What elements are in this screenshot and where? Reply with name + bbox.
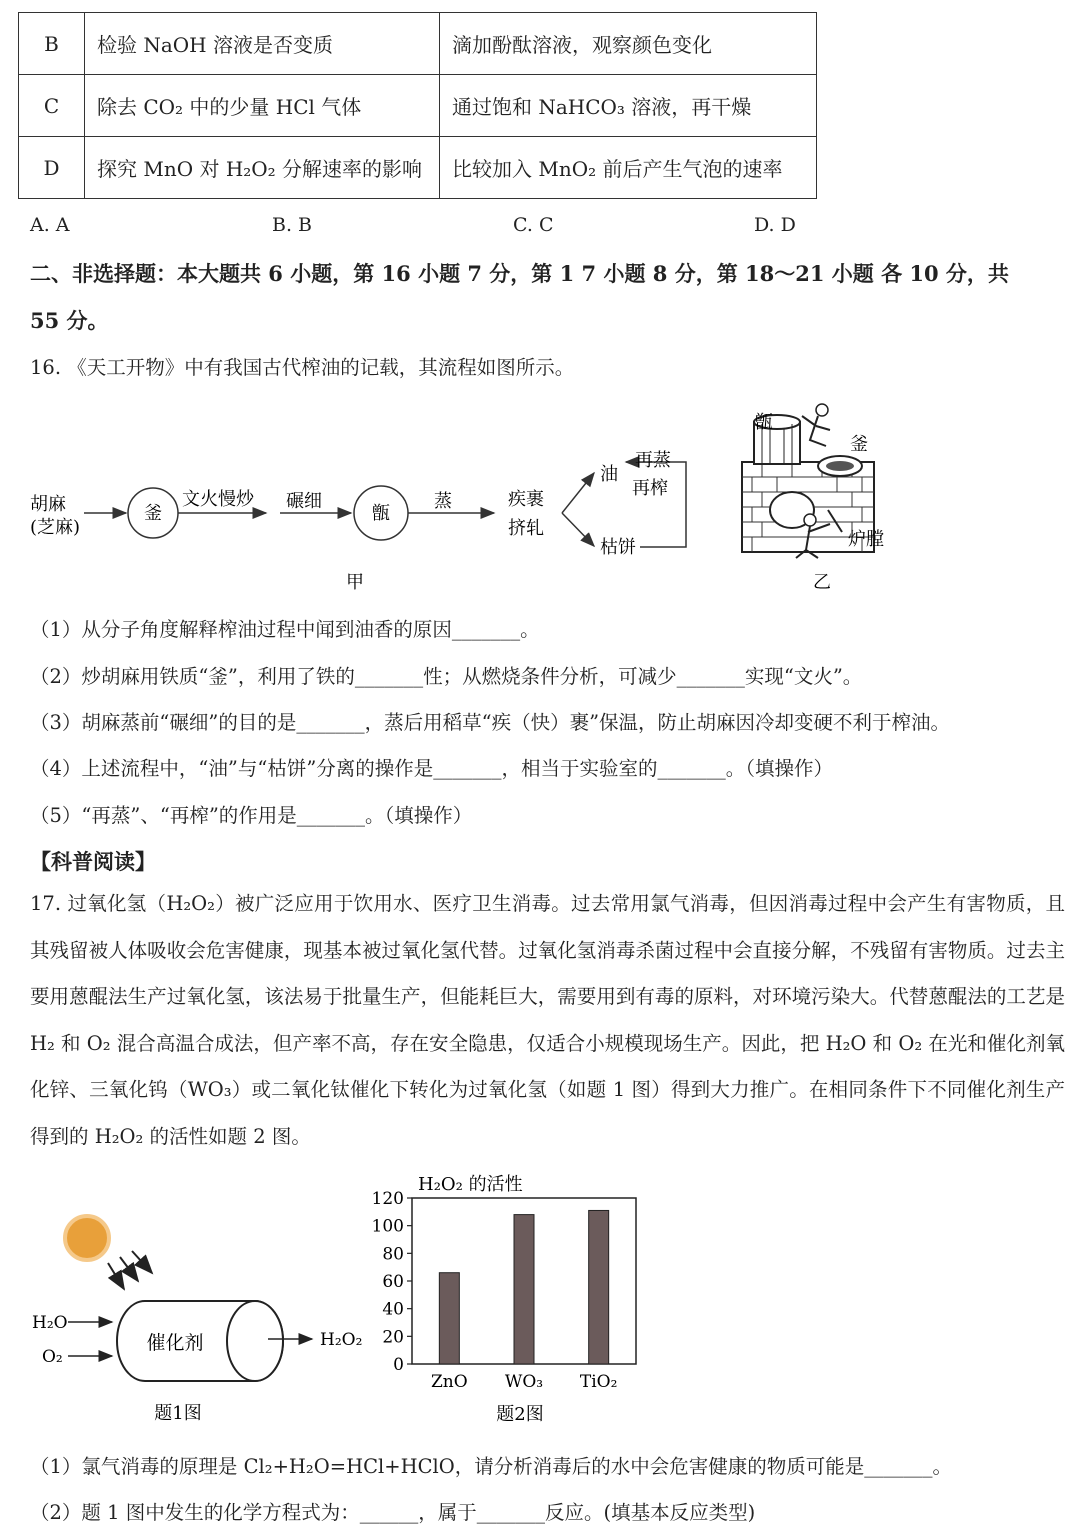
x-tick-label: ZnO <box>430 1372 468 1392</box>
input-o2: O₂ <box>42 1347 63 1367</box>
y-tick-label: 40 <box>382 1299 404 1320</box>
output-h2o2: H₂O₂ <box>320 1330 363 1350</box>
flow-loop-2: 再榨 <box>632 478 668 499</box>
flow-caption: 甲 <box>346 572 364 593</box>
q16-sub5: （5）“再蒸”、“再榨”的作用是_______。（填操作） <box>30 804 473 827</box>
choice-a[interactable]: A. A <box>30 214 70 236</box>
options-table <box>18 12 817 199</box>
row-key: B <box>19 13 85 75</box>
y-tick-label: 80 <box>382 1244 404 1265</box>
flow-out-oil: 油 <box>600 464 618 485</box>
input-h2o: H₂O <box>32 1313 68 1333</box>
bar-2 <box>589 1210 609 1364</box>
q16-sub2: （2）炒胡麻用铁质“釜”，利用了铁的_______性；从燃烧条件分析，可减少_______实现“文火”。 <box>30 665 863 688</box>
y-tick-label: 20 <box>382 1327 404 1348</box>
row-method: 通过饱和 NaHCO₃ 溶液，再干燥 <box>440 75 817 137</box>
flow-step3: 蒸 <box>434 491 452 512</box>
bar-0 <box>439 1273 459 1364</box>
chart-title: H₂O₂ 的活性 <box>418 1174 523 1195</box>
x-tick-label: TiO₂ <box>579 1372 618 1392</box>
row-method: 比较加入 MnO₂ 前后产生气泡的速率 <box>440 137 817 199</box>
y-tick-label: 60 <box>382 1272 404 1292</box>
y-tick-label: 120 <box>371 1189 404 1209</box>
row-aim: 检验 NaOH 溶液是否变质 <box>85 13 440 75</box>
table-row <box>19 75 817 137</box>
choice-d[interactable]: D. D <box>754 214 796 236</box>
flow-step4: 疾裹 <box>508 489 544 510</box>
circle-zeng-label: 甑 <box>372 503 390 524</box>
row-key: C <box>19 75 85 137</box>
fig2-caption: 题2图 <box>496 1404 544 1425</box>
table-row <box>19 13 817 75</box>
q16-sub3: （3）胡麻蒸前“碾细”的目的是_______，蒸后用稻草“疾（快）裹”保温，防止胡麻因冷却变硬不利于榨油。 <box>30 711 951 734</box>
section-heading: 二、非选择题：本大题共 6 小题，第 16 小题 7 分，第 1 7 小题 8 分，第 18～21 小题 各 10 分，共 <box>30 261 1009 286</box>
circle-fu-label: 釜 <box>144 503 162 524</box>
catalyst-reaction-figure <box>0 1205 380 1435</box>
label-lutang: 炉膛 <box>848 529 884 550</box>
row-key: D <box>19 137 85 199</box>
catalyst-label: 催化剂 <box>146 1332 204 1354</box>
flow-start-label: 胡麻 <box>30 494 66 515</box>
section-heading-cont: 55 分。 <box>30 308 109 333</box>
q16-stem: 16. 《天工开物》中有我国古代榨油的记载，其流程如图所示。 <box>30 356 575 379</box>
furnace-illustration <box>730 400 910 600</box>
sun-icon <box>65 1216 109 1260</box>
q16-sub1: （1）从分子角度解释榨油过程中闻到油香的原因_______。 <box>30 618 540 641</box>
q17-sub1: （1）氯气消毒的原理是 Cl₂+H₂O=HCl+HClO，请分析消毒后的水中会危害健康的物质可能是_______。 <box>30 1455 952 1478</box>
y-tick-label: 0 <box>393 1355 404 1375</box>
oil-press-flow-diagram <box>0 390 720 600</box>
flow-step2: 碾细 <box>286 491 322 512</box>
h2o2-activity-chart <box>360 1170 660 1440</box>
row-aim: 探究 MnO 对 H₂O₂ 分解速率的影响 <box>85 137 440 199</box>
label-fu: 釜 <box>850 434 868 455</box>
choice-b[interactable]: B. B <box>272 214 313 236</box>
flow-start-label-2: (芝麻) <box>30 517 81 538</box>
flow-step4-2: 挤轧 <box>508 518 544 539</box>
reading-title: 【科普阅读】 <box>30 849 156 874</box>
flow-step1: 文火慢炒 <box>182 489 254 510</box>
row-method: 滴加酚酞溶液，观察颜色变化 <box>440 13 817 75</box>
label-zeng: 甑 <box>755 412 773 433</box>
row-aim: 除去 CO₂ 中的少量 HCl 气体 <box>85 75 440 137</box>
y-tick-label: 100 <box>371 1216 404 1237</box>
q17-sub2: （2）题 1 图中发生的化学方程式为：______，属于_______反应。(填基本反应类型) <box>30 1501 756 1524</box>
choice-c[interactable]: C. C <box>513 214 554 236</box>
bar-1 <box>514 1215 534 1364</box>
figure-b-caption: 乙 <box>813 572 831 593</box>
flow-out-cake: 枯饼 <box>600 537 636 558</box>
flow-loop-1: 再蒸 <box>635 450 671 471</box>
q17-text: 17. 过氧化氢（H₂O₂）被广泛应用于饮用水、医疗卫生消毒。过去常用氯气消毒，但因消毒过程中会产生有害物质，且其残留被人体吸收会危害健康，现基本被过氧化氢代替。过氧化氢消毒杀菌过程中会直接分解，不残留有害物质。过去主要用蒽醌法生产过氧化氢，该法易于批量生产，但能耗巨大，需要用到有毒的原料，对环境污染大。代替蒽醌法的工艺是 H₂ 和 O₂ 混合高温合成法，但产率不高，存在安全隐患，仅适合小规模现场生产。因此，把 H₂O 和 O₂ 在光和催化剂氧化锌、三氧化钨（WO₃）或二氧化钛催化下转化为过氧化氢（如题 1 图）得到大力推广。在相同条件下不同催化剂生产得到的 H₂O₂ 的活性如题 2 图。 <box>30 892 1065 1148</box>
fig1-caption: 题1图 <box>154 1403 202 1424</box>
x-tick-label: WO₃ <box>504 1372 544 1392</box>
table-row <box>19 137 817 199</box>
q16-sub4: （4）上述流程中，“油”与“枯饼”分离的操作是_______，相当于实验室的_______。（填操作） <box>30 757 834 780</box>
